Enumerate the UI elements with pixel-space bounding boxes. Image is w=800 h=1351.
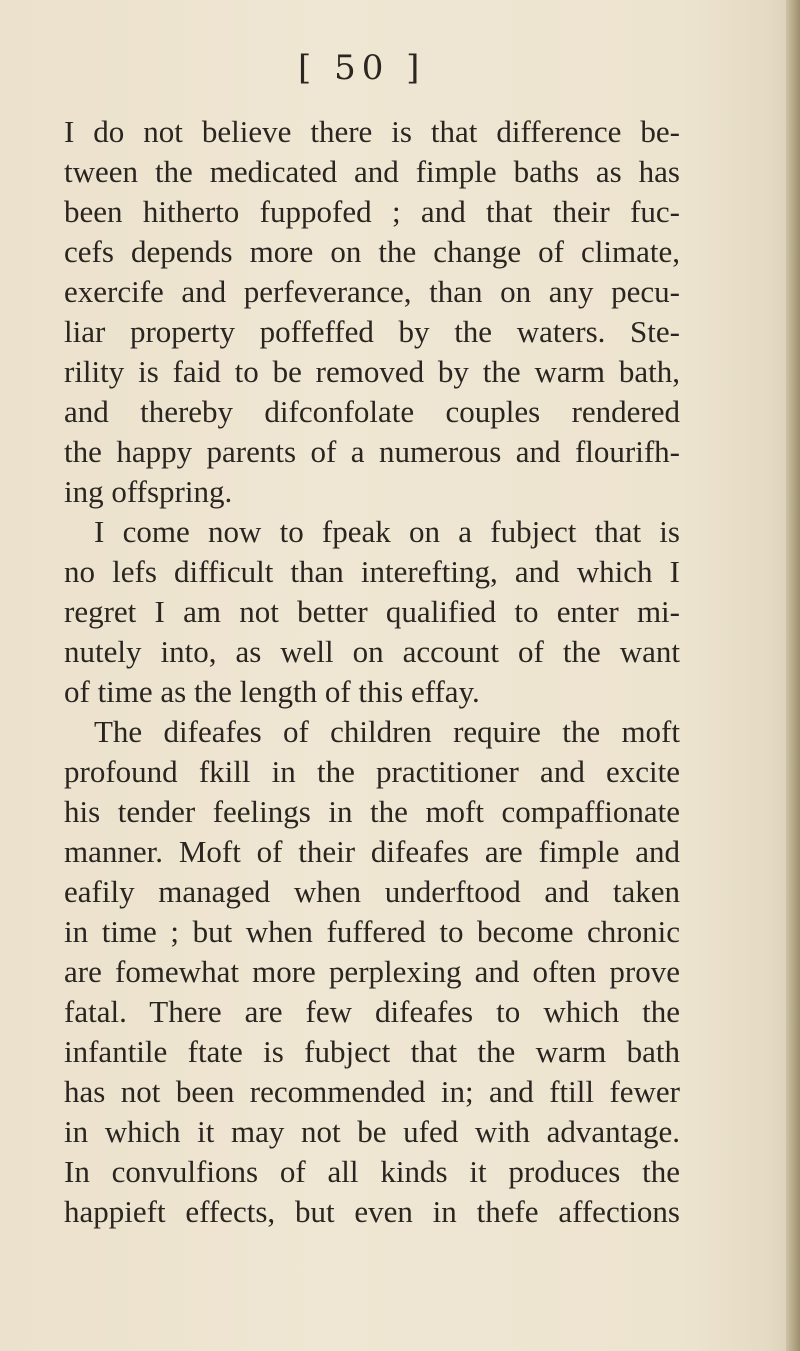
text-line: eafily managed when underftood and taken: [64, 874, 680, 909]
text-line: in which it may not be ufed with advantage.: [64, 1114, 680, 1149]
text-line: ing offspring.: [64, 474, 233, 509]
text-line: rility is faid to be removed by the warm bath,: [64, 354, 680, 389]
text-line: nutely into, as well on account of the want: [64, 634, 680, 669]
text-line: manner. Moft of their difeafes are fimple and: [64, 834, 680, 869]
page-edge: [786, 0, 800, 1351]
text-line: The difeafes of children require the moft: [94, 714, 680, 749]
page-number: [ 50 ]: [298, 48, 426, 88]
text-line: In convulfions of all kinds it produces the: [64, 1154, 680, 1189]
text-line: the happy parents of a numerous and flourifh-: [64, 434, 680, 469]
text-line: happieft effects, but even in thefe affections: [64, 1194, 680, 1229]
text-line: profound fkill in the practitioner and excite: [64, 754, 680, 789]
text-line: in time ; but when fuffered to become chronic: [64, 914, 680, 949]
text-line: exercife and perfeverance, than on any pecu-: [64, 274, 680, 309]
text-line: his tender feelings in the moft compaffionate: [64, 794, 680, 829]
text-line: I come now to fpeak on a fubject that is: [94, 514, 680, 549]
page-body: [64, 112, 680, 1232]
text-line: fatal. There are few difeafes to which the: [64, 994, 680, 1029]
text-line: of time as the length of this effay.: [64, 674, 480, 709]
text-line: tween the medicated and fimple baths as has: [64, 154, 680, 189]
text-line: has not been recommended in; and ftill fewer: [64, 1074, 680, 1109]
text-line: cefs depends more on the change of climate,: [64, 234, 680, 269]
text-line: been hitherto fuppofed ; and that their fuc-: [64, 194, 680, 229]
text-line: regret I am not better qualified to enter mi-: [64, 594, 680, 629]
text-line: no lefs difficult than interefting, and which I: [64, 554, 680, 589]
text-line: infantile ftate is fubject that the warm bath: [64, 1034, 680, 1069]
text-line: and thereby difconfolate couples rendered: [64, 394, 680, 429]
text-line: I do not believe there is that difference be-: [64, 114, 680, 149]
text-line: liar property poffeffed by the waters. Ste-: [64, 314, 680, 349]
text-line: are fomewhat more perplexing and often prove: [64, 954, 680, 989]
